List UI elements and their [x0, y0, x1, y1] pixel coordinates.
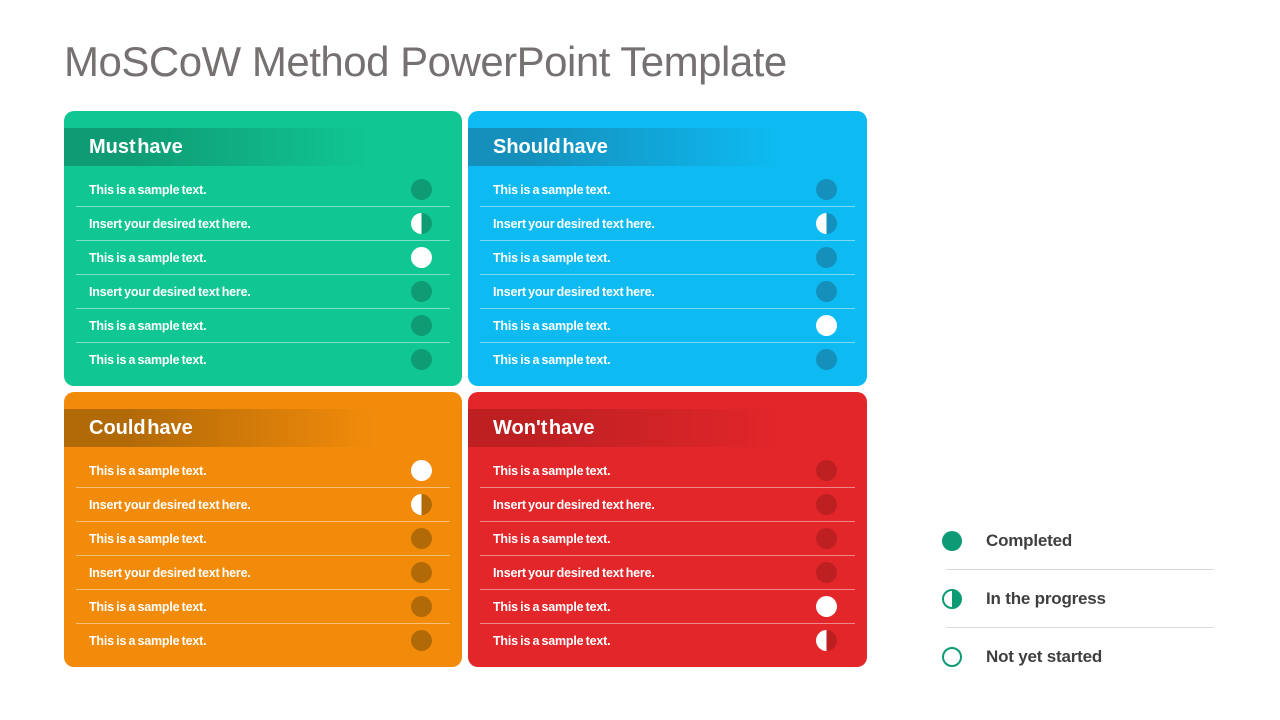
list-item — [76, 556, 450, 590]
quadrant-wont-have-items — [468, 454, 867, 657]
status-not-started-icon — [816, 596, 837, 617]
list-item — [76, 173, 450, 207]
list-item — [480, 488, 855, 522]
quadrant-could-have-items — [64, 454, 462, 657]
item-text: Insert your desired text here. — [493, 497, 655, 512]
status-completed-icon — [816, 528, 837, 549]
list-item — [480, 275, 855, 309]
status-completed-icon — [411, 562, 432, 583]
item-text: This is a sample text. — [89, 531, 207, 546]
item-text: Insert your desired text here. — [89, 284, 251, 299]
quadrant-must-have-header — [64, 128, 462, 166]
item-text: Insert your desired text here. — [493, 284, 655, 299]
list-item — [480, 207, 855, 241]
item-text: This is a sample text. — [493, 352, 611, 367]
status-in-progress-icon — [816, 630, 837, 651]
item-text: This is a sample text. — [89, 318, 207, 333]
legend-label: Not yet started — [986, 646, 1103, 666]
status-completed-icon — [816, 281, 837, 302]
status-not-started-icon — [411, 247, 432, 268]
quadrant-should-have-items — [468, 173, 867, 376]
quadrant-should-have-title: Should have — [493, 135, 608, 158]
list-item — [480, 241, 855, 275]
quadrant-wont-have-header — [468, 409, 867, 447]
item-text: Insert your desired text here. — [89, 216, 251, 231]
status-completed-icon — [411, 596, 432, 617]
status-completed-icon — [411, 349, 432, 370]
list-item — [480, 522, 855, 556]
item-text: This is a sample text. — [493, 250, 611, 265]
list-item — [76, 488, 450, 522]
status-completed-icon — [816, 460, 837, 481]
quadrant-could-have-title: Could have — [89, 416, 193, 439]
item-text: Insert your desired text here. — [89, 565, 251, 580]
list-item — [480, 590, 855, 624]
status-completed-icon — [411, 528, 432, 549]
item-text: This is a sample text. — [493, 633, 611, 648]
legend-item-not-started — [936, 628, 1214, 685]
quadrant-must-have-title: Must have — [89, 135, 183, 158]
item-text: This is a sample text. — [493, 463, 611, 478]
item-text: This is a sample text. — [89, 352, 207, 367]
status-not-started-icon — [816, 315, 837, 336]
list-item — [76, 624, 450, 657]
list-item — [480, 624, 855, 657]
list-item — [480, 173, 855, 207]
item-text: This is a sample text. — [493, 182, 611, 197]
list-item — [76, 309, 450, 343]
list-item — [76, 590, 450, 624]
status-legend — [936, 512, 1214, 685]
quadrant-could-have-header — [64, 409, 462, 447]
item-text: Insert your desired text here. — [493, 565, 655, 580]
legend-in-progress-icon — [942, 589, 962, 609]
list-item — [76, 275, 450, 309]
legend-item-in-progress — [936, 570, 1214, 627]
status-completed-icon — [816, 247, 837, 268]
page-title: MoSCoW Method PowerPoint Template — [64, 38, 787, 85]
status-completed-icon — [816, 179, 837, 200]
item-text: This is a sample text. — [89, 250, 207, 265]
item-text: This is a sample text. — [89, 463, 207, 478]
quadrant-could-have — [64, 392, 462, 667]
item-text: This is a sample text. — [89, 633, 207, 648]
legend-not-started-icon — [942, 647, 962, 667]
item-text: This is a sample text. — [89, 182, 207, 197]
list-item — [76, 207, 450, 241]
status-not-started-icon — [411, 460, 432, 481]
list-item — [480, 454, 855, 488]
list-item — [76, 241, 450, 275]
status-completed-icon — [411, 179, 432, 200]
quadrant-wont-have — [468, 392, 867, 667]
list-item — [76, 522, 450, 556]
quadrant-must-have — [64, 111, 462, 386]
item-text: This is a sample text. — [493, 531, 611, 546]
status-completed-icon — [816, 349, 837, 370]
quadrant-wont-have-title: Won't have — [493, 416, 595, 439]
quadrant-must-have-items — [64, 173, 462, 376]
status-completed-icon — [816, 494, 837, 515]
status-in-progress-icon — [411, 494, 432, 515]
status-completed-icon — [411, 630, 432, 651]
legend-item-completed — [936, 512, 1214, 569]
status-completed-icon — [411, 281, 432, 302]
quadrant-should-have — [468, 111, 867, 386]
list-item — [76, 343, 450, 376]
item-text: This is a sample text. — [493, 318, 611, 333]
list-item — [480, 309, 855, 343]
legend-label: In the progress — [986, 588, 1106, 608]
status-in-progress-icon — [816, 213, 837, 234]
item-text: This is a sample text. — [89, 599, 207, 614]
legend-label: Completed — [986, 530, 1073, 550]
item-text: This is a sample text. — [493, 599, 611, 614]
item-text: Insert your desired text here. — [89, 497, 251, 512]
list-item — [480, 343, 855, 376]
status-completed-icon — [816, 562, 837, 583]
item-text: Insert your desired text here. — [493, 216, 655, 231]
status-in-progress-icon — [411, 213, 432, 234]
list-item — [76, 454, 450, 488]
status-completed-icon — [411, 315, 432, 336]
legend-completed-icon — [942, 531, 962, 551]
list-item — [480, 556, 855, 590]
quadrant-should-have-header — [468, 128, 867, 166]
